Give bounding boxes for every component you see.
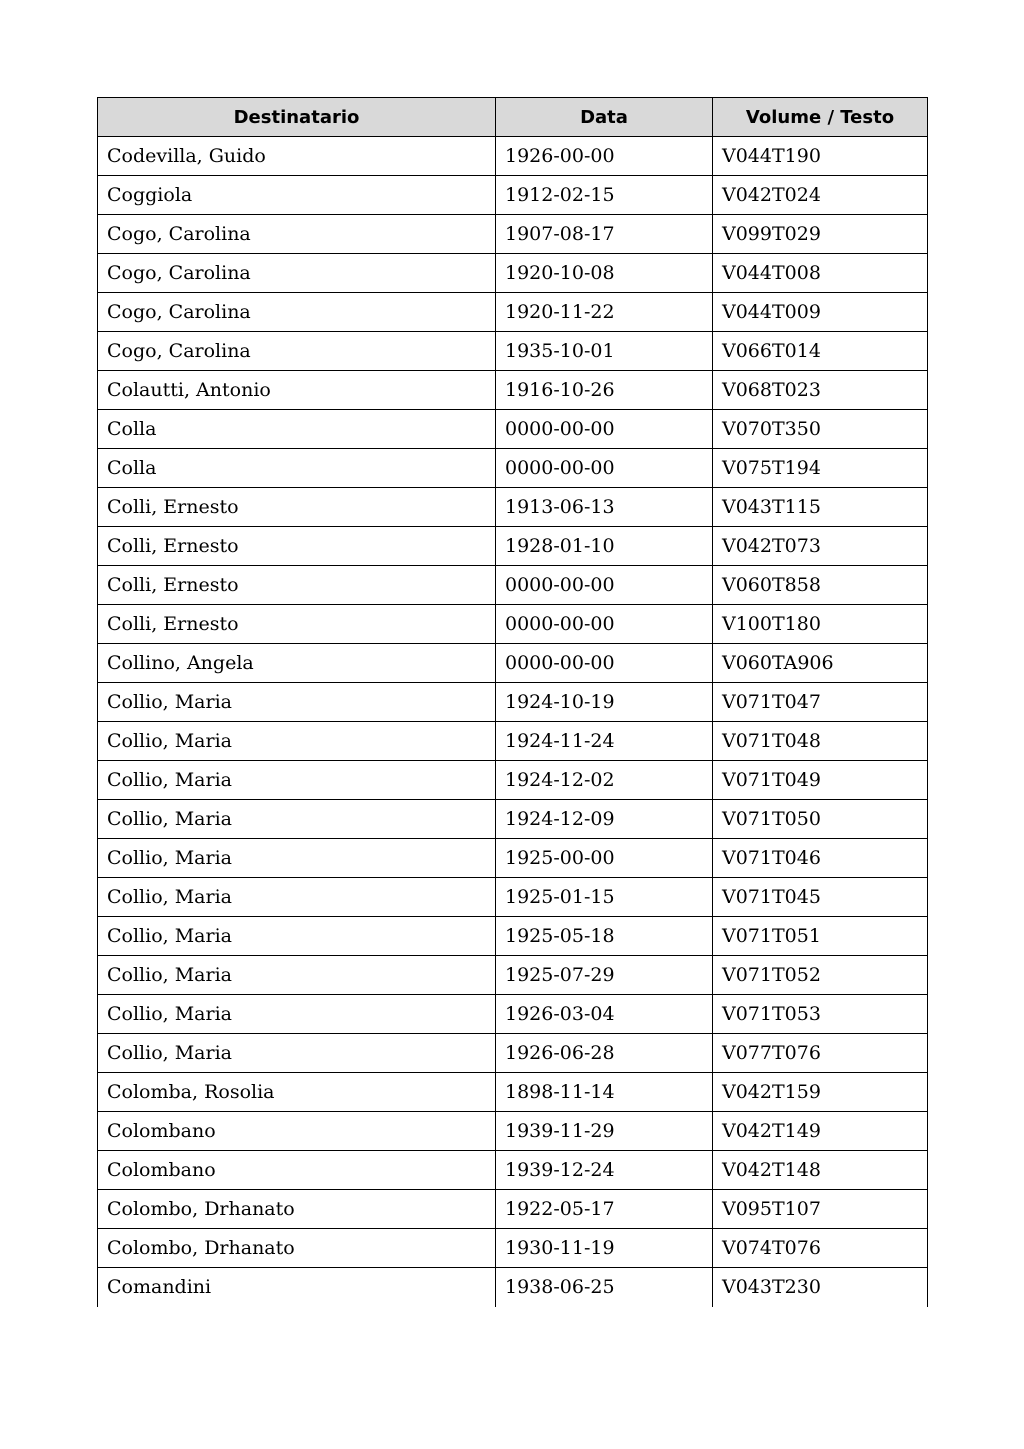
cell-destinatario: Colli, Ernesto <box>98 566 496 605</box>
cell-destinatario: Colla <box>98 410 496 449</box>
recipients-table <box>97 97 928 1307</box>
cell-volume-testo: V042T149 <box>713 1112 928 1151</box>
table-row <box>98 644 928 683</box>
cell-destinatario: Colombo, Drhanato <box>98 1190 496 1229</box>
cell-volume-testo: V060TA906 <box>713 644 928 683</box>
cell-volume-testo: V043T230 <box>713 1268 928 1307</box>
cell-volume-testo: V042T159 <box>713 1073 928 1112</box>
cell-data: 1930-11-19 <box>496 1229 713 1268</box>
cell-destinatario: Collio, Maria <box>98 722 496 761</box>
cell-destinatario: Collio, Maria <box>98 956 496 995</box>
cell-data: 1939-12-24 <box>496 1151 713 1190</box>
table-row <box>98 995 928 1034</box>
column-header-destinatario: Destinatario <box>98 98 496 137</box>
cell-destinatario: Colautti, Antonio <box>98 371 496 410</box>
cell-volume-testo: V042T148 <box>713 1151 928 1190</box>
cell-volume-testo: V044T009 <box>713 293 928 332</box>
cell-destinatario: Colombano <box>98 1112 496 1151</box>
cell-data: 1924-10-19 <box>496 683 713 722</box>
cell-data: 1916-10-26 <box>496 371 713 410</box>
cell-volume-testo: V095T107 <box>713 1190 928 1229</box>
cell-volume-testo: V070T350 <box>713 410 928 449</box>
cell-destinatario: Collio, Maria <box>98 1034 496 1073</box>
table-row <box>98 293 928 332</box>
cell-data: 0000-00-00 <box>496 410 713 449</box>
cell-data: 1924-12-02 <box>496 761 713 800</box>
cell-data: 1912-02-15 <box>496 176 713 215</box>
cell-destinatario: Colli, Ernesto <box>98 605 496 644</box>
cell-data: 1925-05-18 <box>496 917 713 956</box>
cell-destinatario: Cogo, Carolina <box>98 293 496 332</box>
cell-volume-testo: V042T073 <box>713 527 928 566</box>
cell-data: 1920-10-08 <box>496 254 713 293</box>
table-row <box>98 1268 928 1307</box>
table-header <box>98 98 928 137</box>
cell-data: 1926-06-28 <box>496 1034 713 1073</box>
table-row <box>98 1112 928 1151</box>
cell-destinatario: Collino, Angela <box>98 644 496 683</box>
cell-destinatario: Cogo, Carolina <box>98 254 496 293</box>
cell-volume-testo: V075T194 <box>713 449 928 488</box>
table-body <box>98 137 928 1307</box>
cell-volume-testo: V071T049 <box>713 761 928 800</box>
table-row <box>98 371 928 410</box>
cell-destinatario: Collio, Maria <box>98 839 496 878</box>
cell-volume-testo: V071T053 <box>713 995 928 1034</box>
cell-volume-testo: V060T858 <box>713 566 928 605</box>
cell-data: 1922-05-17 <box>496 1190 713 1229</box>
cell-destinatario: Collio, Maria <box>98 761 496 800</box>
cell-volume-testo: V099T029 <box>713 215 928 254</box>
cell-data: 1898-11-14 <box>496 1073 713 1112</box>
cell-volume-testo: V100T180 <box>713 605 928 644</box>
cell-data: 1907-08-17 <box>496 215 713 254</box>
cell-destinatario: Collio, Maria <box>98 683 496 722</box>
cell-data: 1939-11-29 <box>496 1112 713 1151</box>
cell-destinatario: Colli, Ernesto <box>98 488 496 527</box>
table-row <box>98 527 928 566</box>
table-row <box>98 449 928 488</box>
cell-destinatario: Collio, Maria <box>98 878 496 917</box>
cell-destinatario: Codevilla, Guido <box>98 137 496 176</box>
column-header-volume-testo: Volume / Testo <box>713 98 928 137</box>
cell-destinatario: Collio, Maria <box>98 800 496 839</box>
table-row <box>98 1034 928 1073</box>
cell-volume-testo: V071T051 <box>713 917 928 956</box>
table-row <box>98 917 928 956</box>
cell-data: 1913-06-13 <box>496 488 713 527</box>
table-row <box>98 605 928 644</box>
table-row <box>98 683 928 722</box>
cell-volume-testo: V043T115 <box>713 488 928 527</box>
cell-volume-testo: V068T023 <box>713 371 928 410</box>
cell-volume-testo: V071T048 <box>713 722 928 761</box>
cell-data: 1924-12-09 <box>496 800 713 839</box>
cell-destinatario: Cogo, Carolina <box>98 215 496 254</box>
table-row <box>98 137 928 176</box>
table-row <box>98 215 928 254</box>
table-row <box>98 761 928 800</box>
table-row <box>98 878 928 917</box>
cell-destinatario: Colla <box>98 449 496 488</box>
cell-data: 1925-00-00 <box>496 839 713 878</box>
cell-volume-testo: V071T045 <box>713 878 928 917</box>
table-row <box>98 722 928 761</box>
table-row <box>98 410 928 449</box>
cell-data: 1938-06-25 <box>496 1268 713 1307</box>
cell-destinatario: Colombano <box>98 1151 496 1190</box>
table-row <box>98 254 928 293</box>
cell-data: 1935-10-01 <box>496 332 713 371</box>
table-row <box>98 839 928 878</box>
cell-data: 1928-01-10 <box>496 527 713 566</box>
header-row <box>98 98 928 137</box>
table-row <box>98 1073 928 1112</box>
cell-volume-testo: V071T050 <box>713 800 928 839</box>
cell-destinatario: Collio, Maria <box>98 995 496 1034</box>
cell-volume-testo: V044T008 <box>713 254 928 293</box>
column-header-data: Data <box>496 98 713 137</box>
cell-destinatario: Colombo, Drhanato <box>98 1229 496 1268</box>
cell-volume-testo: V044T190 <box>713 137 928 176</box>
table-row <box>98 1190 928 1229</box>
cell-data: 1925-01-15 <box>496 878 713 917</box>
cell-destinatario: Comandini <box>98 1268 496 1307</box>
cell-destinatario: Colomba, Rosolia <box>98 1073 496 1112</box>
cell-destinatario: Coggiola <box>98 176 496 215</box>
cell-destinatario: Colli, Ernesto <box>98 527 496 566</box>
cell-data: 1926-03-04 <box>496 995 713 1034</box>
cell-volume-testo: V071T052 <box>713 956 928 995</box>
table-row <box>98 488 928 527</box>
cell-volume-testo: V077T076 <box>713 1034 928 1073</box>
cell-data: 0000-00-00 <box>496 449 713 488</box>
cell-volume-testo: V066T014 <box>713 332 928 371</box>
cell-data: 0000-00-00 <box>496 566 713 605</box>
cell-data: 1925-07-29 <box>496 956 713 995</box>
table-row <box>98 176 928 215</box>
table-row <box>98 1229 928 1268</box>
cell-data: 1926-00-00 <box>496 137 713 176</box>
cell-volume-testo: V071T046 <box>713 839 928 878</box>
cell-volume-testo: V074T076 <box>713 1229 928 1268</box>
table-row <box>98 956 928 995</box>
table-row <box>98 332 928 371</box>
cell-data: 0000-00-00 <box>496 605 713 644</box>
cell-destinatario: Collio, Maria <box>98 917 496 956</box>
table-row <box>98 566 928 605</box>
cell-volume-testo: V042T024 <box>713 176 928 215</box>
cell-data: 0000-00-00 <box>496 644 713 683</box>
cell-data: 1920-11-22 <box>496 293 713 332</box>
cell-data: 1924-11-24 <box>496 722 713 761</box>
table-row <box>98 1151 928 1190</box>
table-row <box>98 800 928 839</box>
cell-destinatario: Cogo, Carolina <box>98 332 496 371</box>
cell-volume-testo: V071T047 <box>713 683 928 722</box>
